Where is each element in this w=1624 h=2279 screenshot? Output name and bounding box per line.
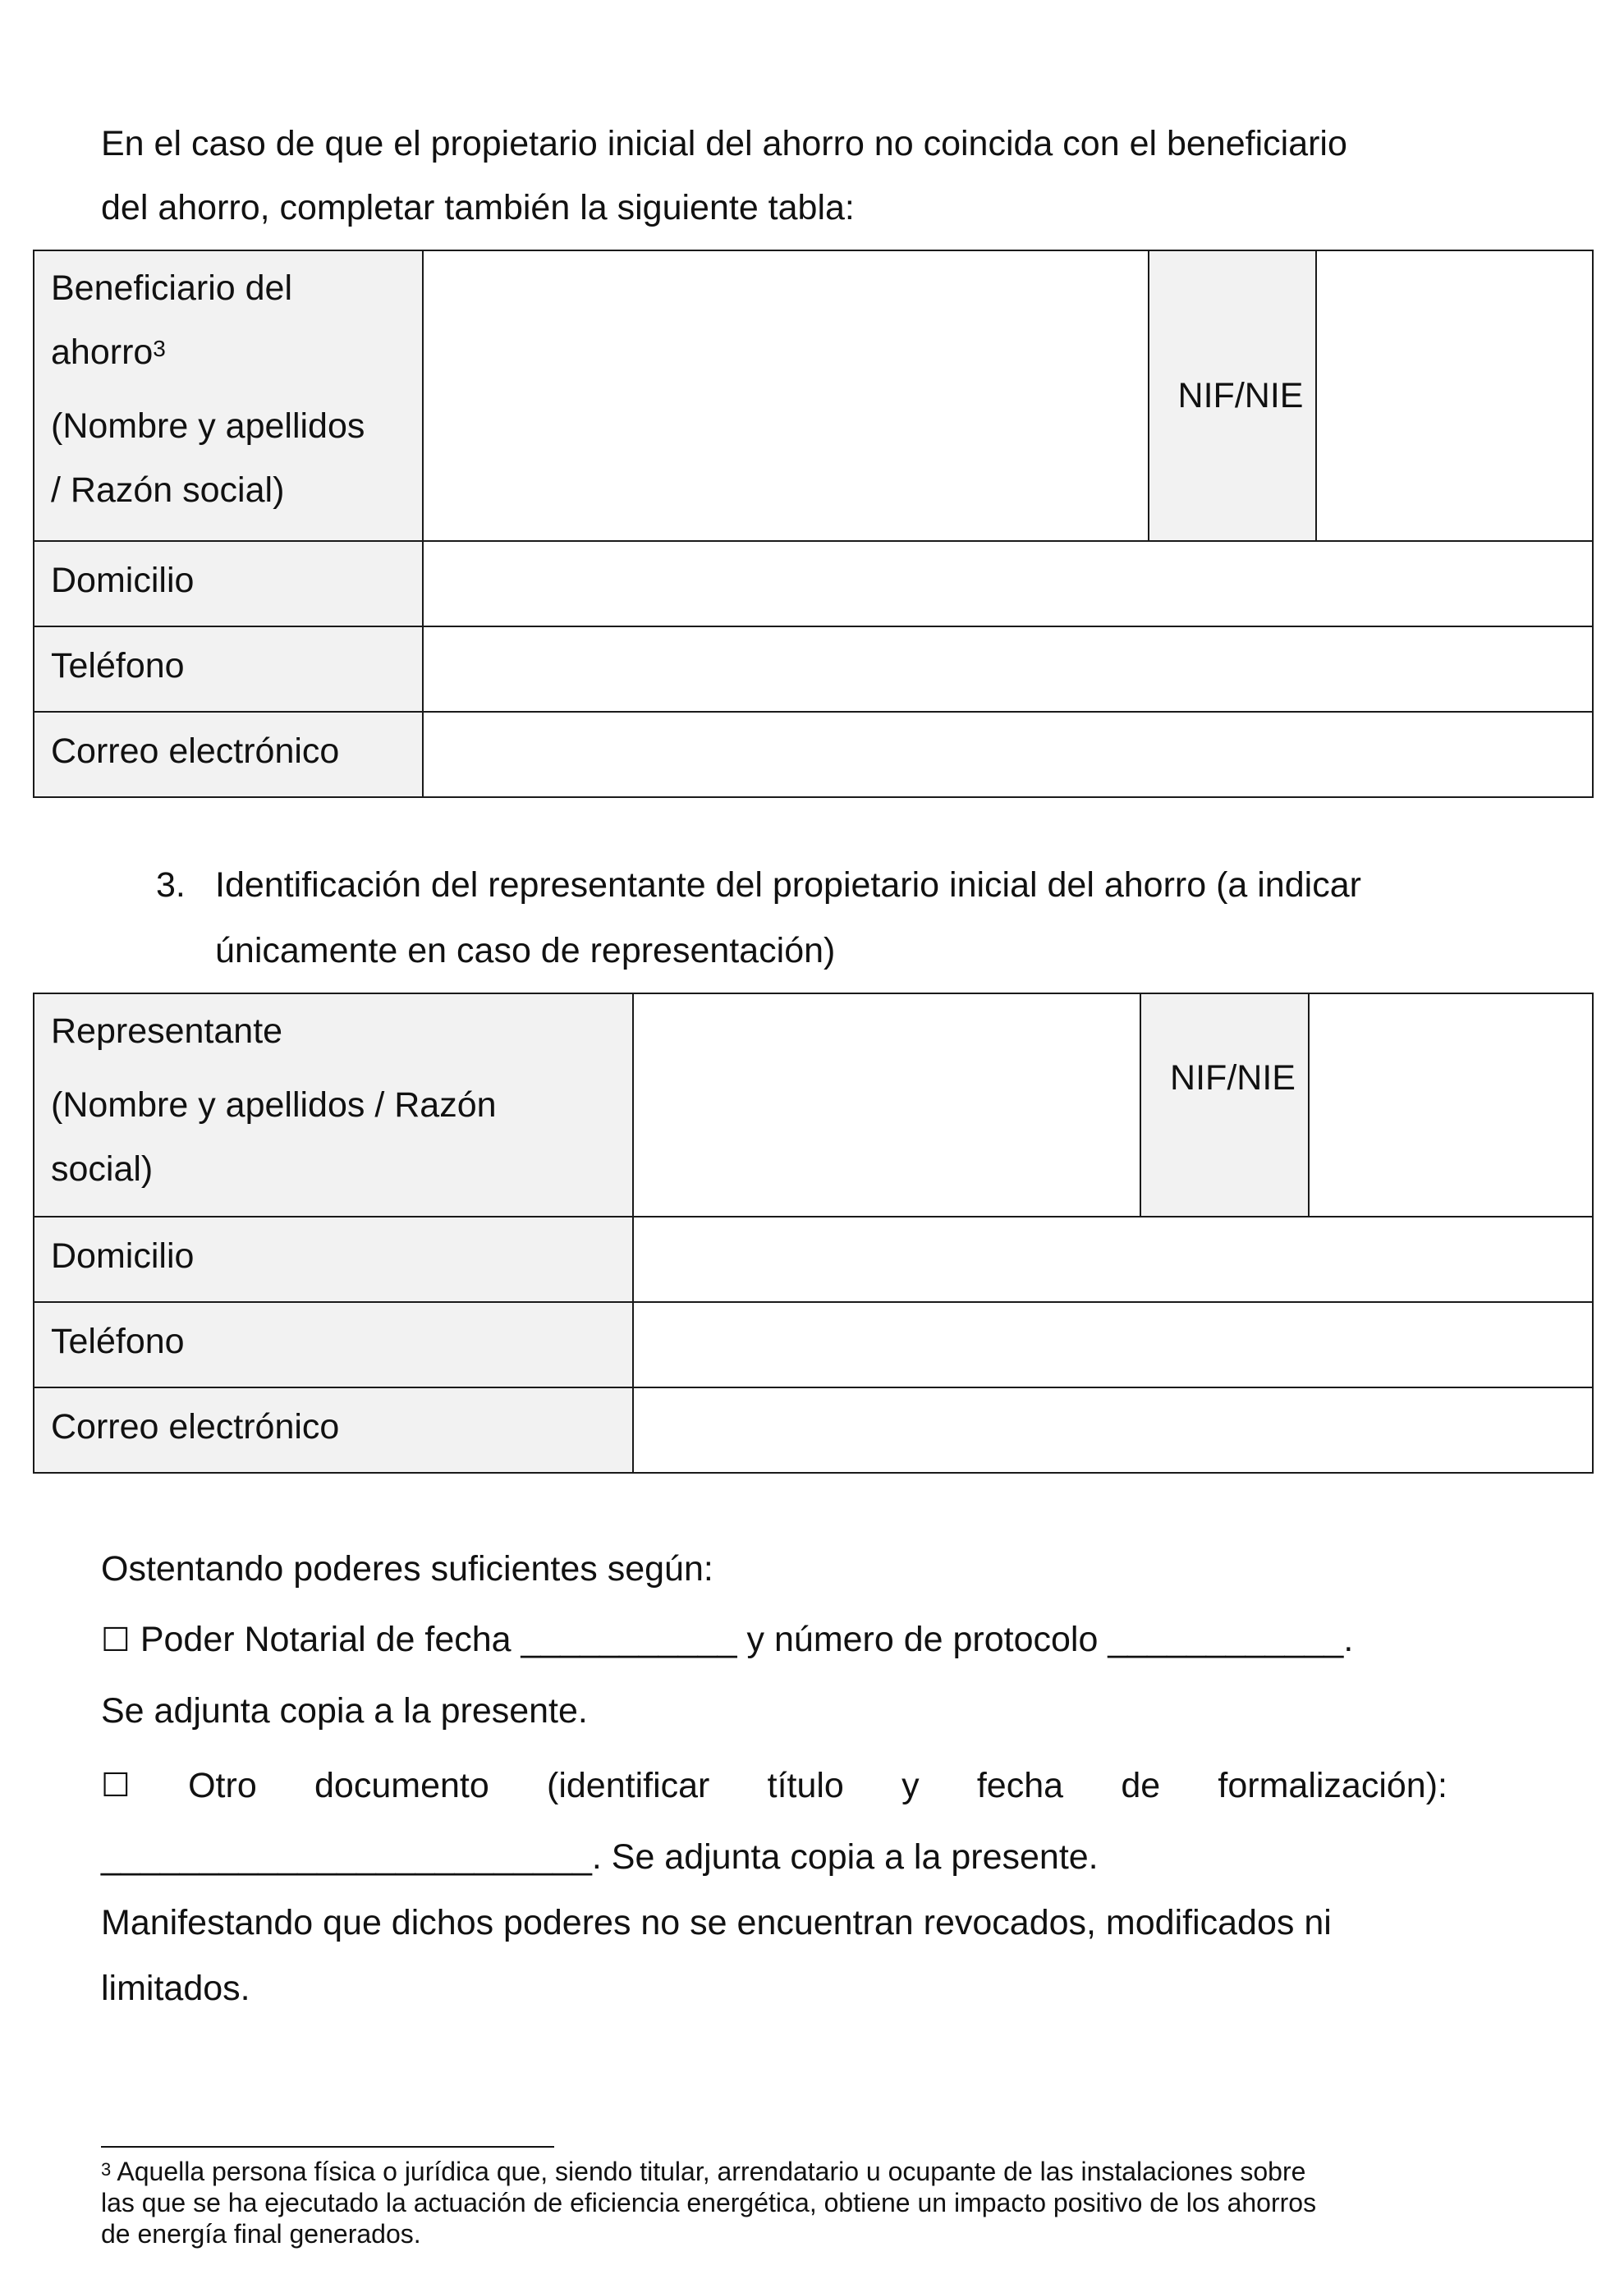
notarial-power-line [101, 1604, 1447, 1676]
beneficiary-address-field[interactable] [423, 541, 1593, 626]
other-document-checkbox[interactable]: ☐ [101, 1767, 131, 1804]
representative-email-label-cell [34, 1387, 633, 1473]
powers-heading: Ostentando poderes suficientes según: [101, 1549, 713, 1589]
other-word: documento [314, 1766, 489, 1805]
beneficiary-label-word: ahorro [51, 332, 154, 372]
other-word: título [767, 1766, 844, 1805]
beneficiary-phone-label-cell [34, 626, 423, 712]
representative-address-label: Domicilio [51, 1236, 195, 1276]
other-word: de [1121, 1766, 1161, 1805]
beneficiary-address-label: Domicilio [51, 561, 195, 600]
section-3-heading [156, 852, 1470, 984]
section-3-line-1: Identificación del representante del propietario inicial del ahorro (a indicar [215, 865, 1361, 905]
section-3-line-2: únicamente en caso de representación) [215, 931, 836, 970]
representative-email-field[interactable] [633, 1387, 1593, 1473]
beneficiary-name-field[interactable] [423, 250, 1149, 541]
beneficiary-label-line-1: Beneficiario del [51, 268, 293, 308]
representative-label-line-3: social) [51, 1149, 154, 1189]
beneficiary-phone-field[interactable] [423, 626, 1593, 712]
manifest-line-1: Manifestando que dichos poderes no se encuentran revocados, modificados ni [101, 1903, 1332, 1942]
beneficiary-nif-field[interactable] [1316, 250, 1593, 541]
footnote-separator [101, 2146, 554, 2148]
other-word: fecha [976, 1766, 1064, 1805]
powers-closing [101, 1824, 1447, 2021]
beneficiary-email-label-cell [34, 712, 423, 797]
representative-name-field[interactable] [633, 993, 1140, 1217]
beneficiary-label-line-2 [51, 320, 422, 384]
representative-table [33, 993, 1594, 1474]
other-word: formalización): [1218, 1766, 1447, 1805]
representative-nif-label-cell [1140, 993, 1309, 1217]
beneficiary-label-line-3: (Nombre y apellidos [51, 406, 365, 446]
beneficiary-address-label-cell [34, 541, 423, 626]
representative-label-line-2: (Nombre y apellidos / Razón [51, 1085, 497, 1125]
beneficiary-email-field[interactable] [423, 712, 1593, 797]
notarial-power-checkbox[interactable]: ☐ [101, 1621, 131, 1659]
notarial-power-text: Poder Notarial de fecha ___________ y número de protocolo ____________. [140, 1620, 1354, 1659]
beneficiary-label-line-4: / Razón social) [51, 470, 285, 510]
footnote-reference: 3 [153, 336, 166, 361]
representative-label-line-1: Representante [51, 1011, 283, 1051]
section-3-number: 3. [156, 865, 186, 905]
footnote-line-3: de energía final generados. [101, 2219, 421, 2249]
beneficiary-label-cell [34, 250, 423, 541]
other-document-line [101, 1754, 1447, 1818]
representative-address-field[interactable] [633, 1217, 1593, 1302]
footnote-text-1: Aquella persona física o jurídica que, siendo titular, arrendatario u ocupante de las instalaciones sobre [117, 2157, 1306, 2186]
footnote-number: 3 [101, 2159, 112, 2180]
beneficiary-phone-label: Teléfono [51, 646, 185, 686]
other-document-line-2: _________________________. Se adjunta copia a la presente. [101, 1837, 1099, 1877]
representative-phone-field[interactable] [633, 1302, 1593, 1387]
attached-copy-text: Se adjunta copia a la presente. [101, 1691, 588, 1731]
representative-address-label-cell [34, 1217, 633, 1302]
other-word: Otro [188, 1766, 257, 1805]
footnote-line-1 [101, 2156, 1447, 2187]
representative-label-cell [34, 993, 633, 1217]
beneficiary-email-label: Correo electrónico [51, 731, 340, 771]
powers-block [101, 1534, 1447, 1746]
representative-phone-label-cell [34, 1302, 633, 1387]
beneficiary-nif-label: NIF/NIE [1177, 375, 1304, 415]
other-word: (identificar [547, 1766, 710, 1805]
intro-line-1: En el caso de que el propietario inicial del ahorro no coincida con el beneficiario [101, 124, 1347, 163]
representative-email-label: Correo electrónico [51, 1407, 340, 1447]
footnote [101, 2156, 1447, 2249]
footnote-line-2: las que se ha ejecutado la actuación de eficiencia energética, obtiene un impacto positivo de los ahorros [101, 2188, 1317, 2217]
intro-line-2: del ahorro, completar también la siguiente tabla: [101, 188, 855, 227]
other-word: y [901, 1766, 920, 1805]
representative-nif-field[interactable] [1309, 993, 1593, 1217]
beneficiary-table [33, 250, 1594, 798]
manifest-line-2: limitados. [101, 1969, 250, 2008]
representative-phone-label: Teléfono [51, 1322, 185, 1361]
beneficiary-nif-label-cell [1149, 250, 1316, 541]
intro-paragraph [101, 112, 1447, 240]
representative-nif-label: NIF/NIE [1170, 1058, 1296, 1098]
